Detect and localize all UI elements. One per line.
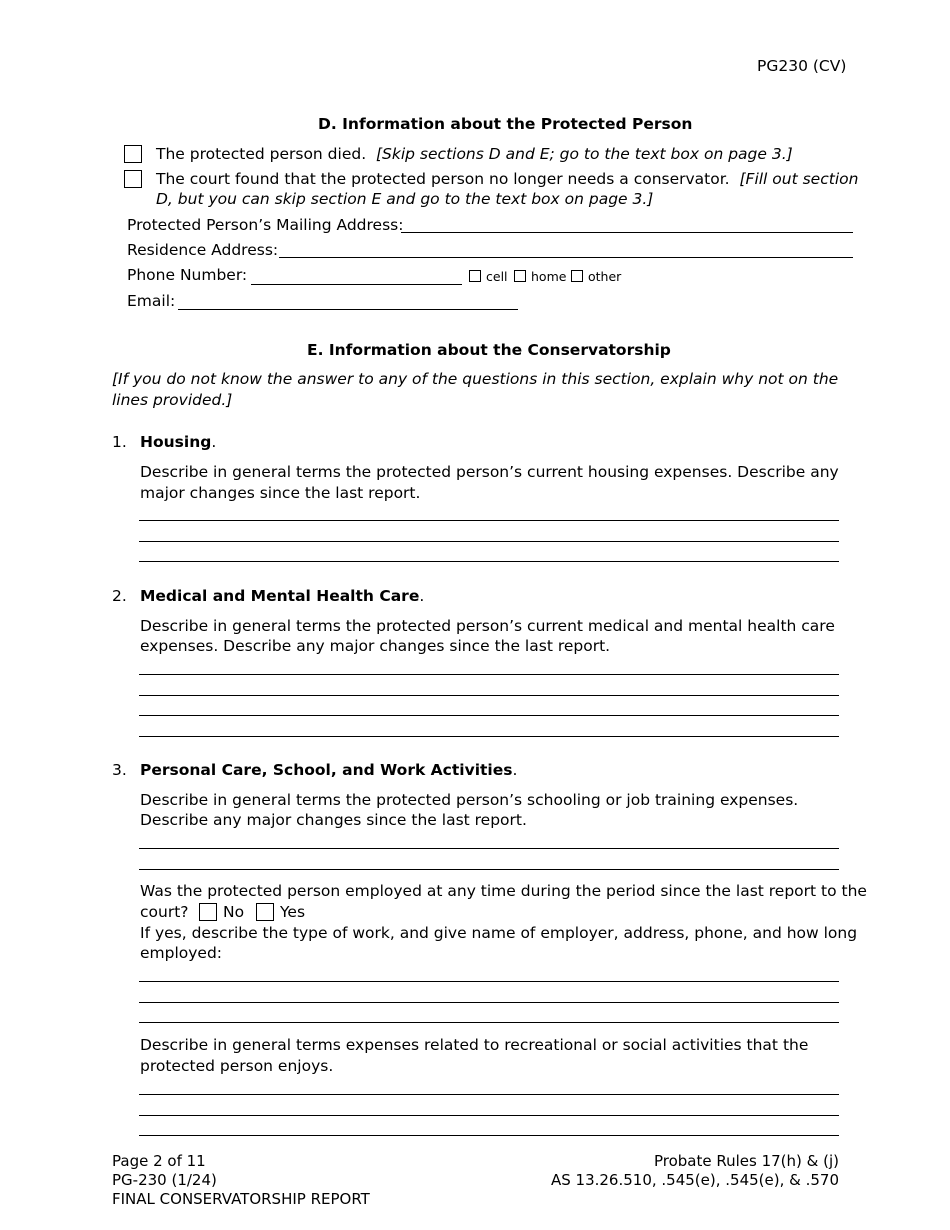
personal-care-description: Describe in general terms the protected person’s schooling or job training expenses. bbox=[140, 791, 799, 809]
footer-page: Page 2 of 11 bbox=[112, 1152, 206, 1170]
medical-answer-line[interactable] bbox=[139, 674, 839, 675]
residence-address-field[interactable] bbox=[279, 257, 853, 258]
recreation-prompt-cont: protected person enjoys. bbox=[140, 1057, 334, 1075]
died-note: [Skip sections D and E; go to the text box on page 3.] bbox=[376, 145, 793, 163]
employed-question: Was the protected person employed at any time during the period since the last report to the bbox=[140, 882, 867, 900]
medical-description-cont: expenses. Describe any major changes since the last report. bbox=[140, 637, 611, 655]
personal-care-description-cont: Describe any major changes since the last report. bbox=[140, 811, 527, 829]
employed-no-label: No bbox=[223, 903, 245, 921]
housing-description-cont: major changes since the last report. bbox=[140, 484, 421, 502]
schooling-answer-line[interactable] bbox=[139, 869, 839, 870]
phone-field[interactable] bbox=[251, 284, 462, 285]
personal-care-number: 3. bbox=[112, 761, 127, 779]
died-label: The protected person died. bbox=[156, 145, 367, 163]
employed-question-cont: court? bbox=[140, 903, 189, 921]
schooling-answer-line[interactable] bbox=[139, 848, 839, 849]
employment-answer-line[interactable] bbox=[139, 981, 839, 982]
footer-form-title: FINAL CONSERVATORSHIP REPORT bbox=[112, 1190, 370, 1208]
medical-answer-line[interactable] bbox=[139, 736, 839, 737]
phone-home-label: home bbox=[531, 269, 567, 284]
medical-answer-line[interactable] bbox=[139, 695, 839, 696]
employed-no-checkbox[interactable] bbox=[199, 903, 217, 921]
footer-form-number: PG-230 (1/24) bbox=[112, 1171, 217, 1189]
recreation-prompt: Describe in general terms expenses related to recreational or social activities that the bbox=[140, 1036, 809, 1054]
medical-heading bbox=[140, 587, 424, 605]
phone-other-checkbox[interactable] bbox=[571, 270, 583, 282]
mailing-address-field[interactable] bbox=[401, 232, 853, 233]
phone-label: Phone Number: bbox=[127, 266, 248, 284]
medical-title: Medical and Mental Health Care bbox=[140, 587, 420, 605]
phone-cell-checkbox[interactable] bbox=[469, 270, 481, 282]
housing-title: Housing bbox=[140, 433, 212, 451]
no-longer-needs-label: The court found that the protected person no longer needs a conservator. bbox=[156, 170, 730, 188]
mailing-address-label: Protected Person’s Mailing Address: bbox=[127, 216, 404, 234]
residence-address-label: Residence Address: bbox=[127, 241, 279, 259]
housing-description: Describe in general terms the protected person’s current housing expenses. Describe any bbox=[140, 463, 839, 481]
email-label: Email: bbox=[127, 292, 176, 310]
employment-answer-line[interactable] bbox=[139, 1022, 839, 1023]
phone-cell-label: cell bbox=[486, 269, 508, 284]
medical-period: . bbox=[419, 587, 425, 605]
housing-answer-line[interactable] bbox=[139, 561, 839, 562]
recreation-answer-line[interactable] bbox=[139, 1094, 839, 1095]
housing-number: 1. bbox=[112, 433, 127, 451]
medical-number: 2. bbox=[112, 587, 127, 605]
personal-care-period: . bbox=[512, 761, 518, 779]
footer-statutes: AS 13.26.510, .545(e), .545(e), & .570 bbox=[550, 1171, 839, 1189]
footer-rules: Probate Rules 17(h) & (j) bbox=[653, 1152, 839, 1170]
employment-answer-line[interactable] bbox=[139, 1002, 839, 1003]
section-e-heading: E. Information about the Conservatorship bbox=[307, 341, 671, 359]
no-longer-needs-option bbox=[156, 170, 858, 188]
recreation-answer-line[interactable] bbox=[139, 1135, 839, 1136]
no-longer-needs-checkbox[interactable] bbox=[124, 170, 142, 188]
phone-other-label: other bbox=[588, 269, 622, 284]
died-option bbox=[156, 145, 793, 163]
section-e-instructions: [If you do not know the answer to any of the questions in this section, explain why not on the bbox=[112, 370, 839, 388]
employed-yes-label: Yes bbox=[280, 903, 306, 921]
personal-care-heading bbox=[140, 761, 517, 779]
medical-description: Describe in general terms the protected person’s current medical and mental health care bbox=[140, 617, 835, 635]
recreation-answer-line[interactable] bbox=[139, 1115, 839, 1116]
housing-answer-line[interactable] bbox=[139, 520, 839, 521]
phone-home-checkbox[interactable] bbox=[514, 270, 526, 282]
form-code: PG230 (CV) bbox=[757, 57, 847, 75]
email-field[interactable] bbox=[178, 309, 518, 310]
no-longer-needs-note: [Fill out section bbox=[739, 170, 859, 188]
section-d-heading: D. Information about the Protected Person bbox=[318, 115, 693, 133]
housing-answer-line[interactable] bbox=[139, 541, 839, 542]
housing-period: . bbox=[211, 433, 217, 451]
housing-heading bbox=[140, 433, 216, 451]
died-checkbox[interactable] bbox=[124, 145, 142, 163]
employment-details-prompt-cont: employed: bbox=[140, 944, 223, 962]
personal-care-title: Personal Care, School, and Work Activities bbox=[140, 761, 513, 779]
employed-yes-checkbox[interactable] bbox=[256, 903, 274, 921]
employment-details-prompt: If yes, describe the type of work, and give name of employer, address, phone, and how long bbox=[140, 924, 858, 942]
medical-answer-line[interactable] bbox=[139, 715, 839, 716]
section-e-instructions-cont: lines provided.] bbox=[112, 391, 233, 409]
no-longer-needs-note-cont: D, but you can skip section E and go to the text box on page 3.] bbox=[156, 190, 654, 208]
